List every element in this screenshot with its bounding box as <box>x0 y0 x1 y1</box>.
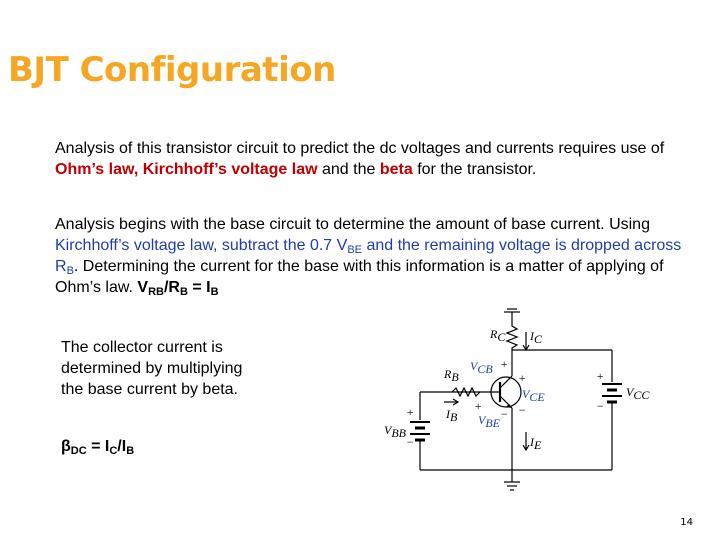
vcb-label: VCB <box>470 359 493 376</box>
vcc-label: VCC <box>626 385 650 402</box>
intro-text-3: for the transistor. <box>412 161 537 178</box>
vbb-minus: − <box>406 435 415 449</box>
ib-label: IB <box>446 407 458 424</box>
kvl-highlight: Kirchhoff’s voltage law, subtract the 0.7 $V_{BE}$ and the remaining voltage is dropped across $R_B$ <box>55 237 682 277</box>
collector-current-box <box>55 316 255 466</box>
vbe-minus: − <box>500 407 509 421</box>
base-current-equation: $V_{RB}/R_B = I_B$ <box>137 279 219 298</box>
vbe-label: VBE <box>478 413 501 430</box>
vbe-plus: + <box>474 399 483 413</box>
ie-label: IE <box>530 435 542 452</box>
analysis-text-2: . Determining the current for the base with this information is a matter of applying of Ohm’s law. <box>55 258 664 296</box>
vbb-label: VBB <box>384 423 407 440</box>
vcc-minus: − <box>596 399 605 413</box>
laws-highlight: Ohm’s law, Kirchhoff’s voltage law <box>55 161 318 178</box>
beta-equation: $\beta_{DC} = I_C/I_B$ <box>61 438 135 457</box>
page-number: 14 <box>680 517 693 528</box>
paragraph-intro <box>55 138 695 180</box>
rb-label: RB <box>444 367 459 384</box>
analysis-text: Analysis begins with the base circuit to determine the amount of base current. Using <box>55 216 650 233</box>
vcc-plus: + <box>596 369 605 383</box>
collector-current-text: The collector current is determined by multiplying the base current by beta. <box>61 339 243 398</box>
vcb-plus: + <box>500 357 509 371</box>
bjt-circuit-diagram <box>380 310 650 500</box>
intro-text: Analysis of this transistor circuit to predict the dc voltages and currents requires use of <box>55 140 665 157</box>
vbb-plus: + <box>406 405 415 419</box>
beta-highlight: beta <box>379 161 413 178</box>
rc-resistor <box>507 320 517 370</box>
rc-label: RC <box>490 327 506 344</box>
ic-label: IC <box>530 329 543 346</box>
vce-minus: − <box>518 403 527 417</box>
slide-title: BJT Configuration <box>8 50 336 90</box>
vce-label: VCE <box>522 387 545 404</box>
vce-plus: + <box>518 371 527 385</box>
paragraph-analysis <box>55 214 695 298</box>
intro-text-2: and the <box>317 161 380 178</box>
